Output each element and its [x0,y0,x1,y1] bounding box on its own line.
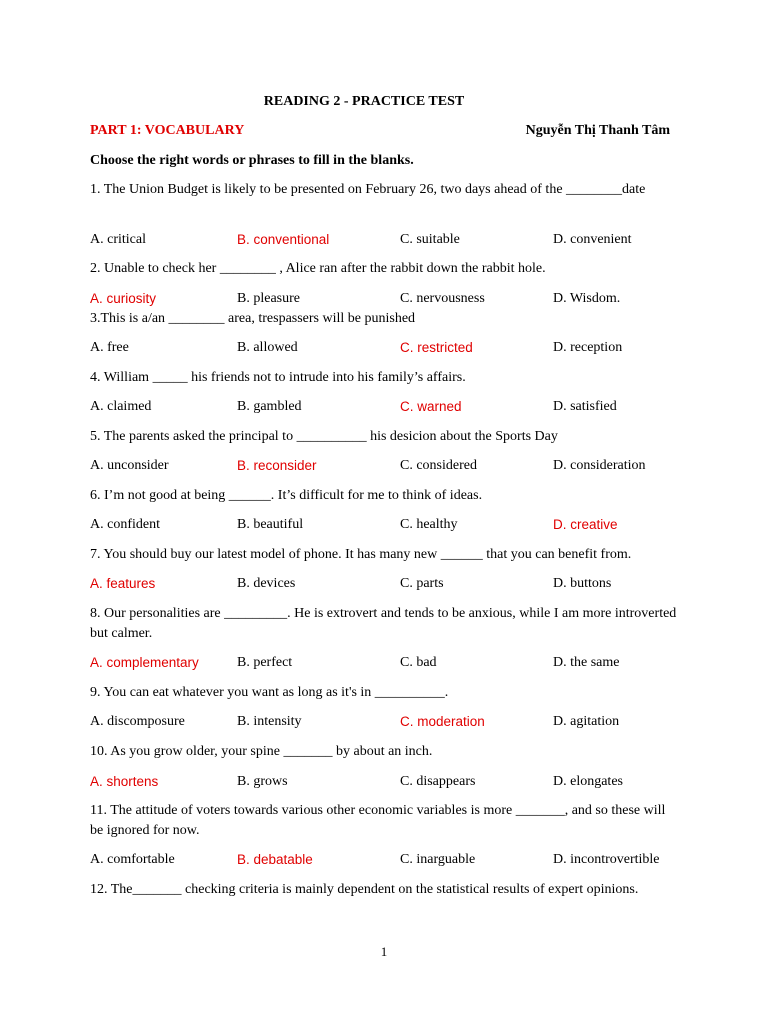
option: B. allowed [237,340,298,355]
options-1 [90,230,690,250]
option-answer: C. moderation [400,714,485,729]
option-answer: C. warned [400,399,462,414]
option: C. inarguable [400,852,476,867]
question-10: 10. As you grow older, your spine _______ by about an inch. [90,744,433,759]
option: C. nervousness [400,291,485,306]
question-12: 12. The_______ checking criteria is mainly dependent on the statistical results of expert opinions. [90,882,639,897]
option: C. healthy [400,517,458,532]
option: D. buttons [553,576,612,591]
option: D. Wisdom. [553,291,621,306]
instructions: Choose the right words or phrases to fill in the blanks. [90,153,414,168]
option: D. incontrovertible [553,852,660,867]
option: C. parts [400,576,444,591]
options-8 [90,653,690,673]
option: A. discomposure [90,714,185,729]
option: C. suitable [400,232,460,247]
option-answer: A. shortens [90,774,159,789]
option: C. disappears [400,774,476,789]
option: D. satisfied [553,399,617,414]
options-11 [90,850,690,870]
option-answer: B. reconsider [237,458,317,473]
option: D. the same [553,655,620,670]
question-8: 8. Our personalities are _________. He is extrovert and tends to be anxious, while I am more introverted but calmer. [90,606,677,641]
option: D. convenient [553,232,632,247]
option: B. beautiful [237,517,304,532]
question-9: 9. You can eat whatever you want as long as it's in __________. [90,685,449,700]
question-2: 2. Unable to check her ________ , Alice ran after the rabbit down the rabbit hole. [90,261,546,276]
option-answer: B. conventional [237,232,330,247]
option: D. agitation [553,714,620,729]
option: D. reception [553,340,623,355]
option: B. intensity [237,714,302,729]
option: B. perfect [237,655,293,670]
options-2 [90,289,690,309]
author-name: Nguyễn Thị Thanh Tâm [525,123,670,138]
options-6 [90,515,690,535]
question-6: 6. I’m not good at being ______. It’s difficult for me to think of ideas. [90,488,483,503]
option: A. confident [90,517,160,532]
options-10 [90,772,690,792]
option: B. grows [237,774,288,789]
option: A. comfortable [90,852,175,867]
part-title: PART 1: VOCABULARY [90,123,245,138]
option: A. claimed [90,399,152,414]
options-5 [90,456,690,476]
question-5: 5. The parents asked the principal to __________ his desicion about the Sports Day [90,429,558,444]
option-answer: C. restricted [400,340,473,355]
question-3: 3.This is a/an ________ area, trespassers will be punished [90,311,416,326]
question-1: 1. The Union Budget is likely to be presented on February 26, two days ahead of the ________date [90,182,646,197]
question-4: 4. William _____ his friends not to intrude into his family’s affairs. [90,370,466,385]
option: C. bad [400,655,437,670]
option: C. considered [400,458,477,473]
question-11: 11. The attitude of voters towards various other economic variables is more _______, and so these will be ignored for now. [90,803,666,838]
option: D. consideration [553,458,646,473]
options-9 [90,712,690,732]
page-title: READING 2 - PRACTICE TEST [263,94,465,109]
option-answer: A. features [90,576,156,591]
option: B. gambled [237,399,302,414]
option: A. free [90,340,129,355]
question-7: 7. You should buy our latest model of phone. It has many new ______ that you can benefit from. [90,547,632,562]
option-answer: D. creative [553,517,618,532]
option-answer: A. curiosity [90,291,157,306]
option: B. devices [237,576,296,591]
options-7 [90,574,690,594]
page-number: 1 [380,944,388,959]
option: D. elongates [553,774,623,789]
options-3 [90,338,690,358]
option: A. unconsider [90,458,169,473]
option-answer: B. debatable [237,852,313,867]
option: B. pleasure [237,291,300,306]
option-answer: A. complementary [90,655,199,670]
option: A. critical [90,232,146,247]
options-4 [90,397,690,417]
